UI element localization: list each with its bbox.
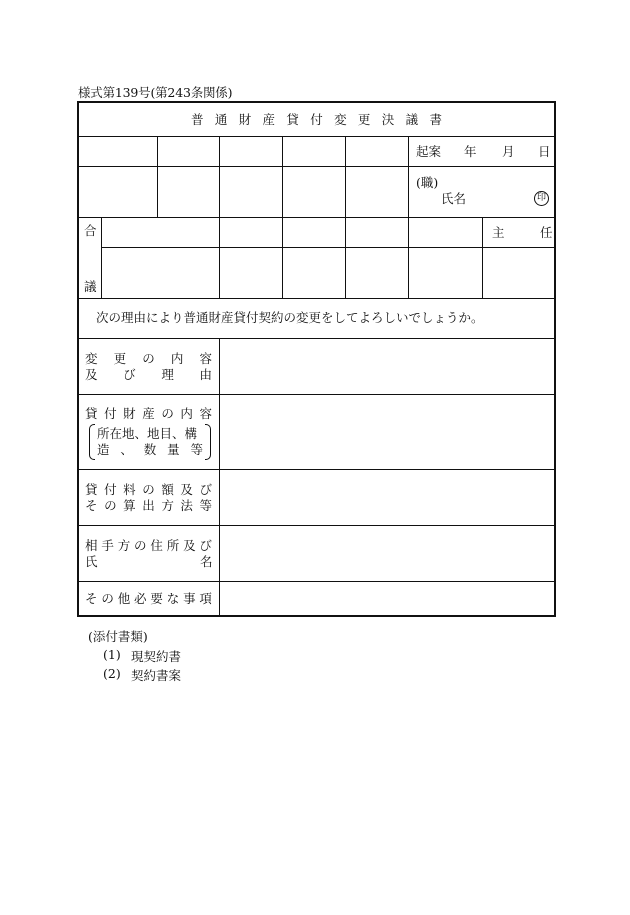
- label-char: 項: [199, 591, 212, 606]
- rule: [219, 338, 220, 617]
- rule: [482, 217, 483, 298]
- label-char: 要: [150, 591, 163, 606]
- label-char: 付: [104, 406, 117, 421]
- rule: [79, 136, 554, 137]
- label-char: 額: [161, 482, 174, 497]
- document-title: [191, 114, 442, 127]
- label-char: 方: [161, 498, 174, 513]
- title-char: 更: [357, 112, 371, 127]
- consultation-label-bottom: 議: [84, 279, 97, 294]
- label-char: 料: [123, 482, 136, 497]
- rule: [219, 136, 220, 298]
- property-label: [85, 408, 212, 421]
- label-char: 容: [199, 406, 212, 421]
- attachment-2-text: 契約書案: [131, 668, 182, 683]
- label-char: 由: [199, 367, 212, 382]
- label-char: 理: [161, 367, 174, 382]
- label-char: 及: [183, 538, 196, 553]
- name-label: 氏名: [441, 191, 467, 206]
- attachment-1-number: (1): [103, 647, 121, 662]
- counterparty-name-label-2: 名: [200, 554, 213, 569]
- fee-method-label: [85, 500, 212, 513]
- label-char: そ: [85, 498, 98, 513]
- label-char: 方: [117, 538, 131, 553]
- label-char: 事: [183, 591, 196, 606]
- attachment-2-number: (2): [103, 666, 121, 681]
- rule: [101, 247, 554, 248]
- label-char: 量: [167, 442, 180, 457]
- label-char: 等: [199, 498, 212, 513]
- label-char: の: [134, 538, 147, 553]
- attachment-1-text: 現契約書: [131, 649, 182, 664]
- label-char: び: [123, 367, 136, 382]
- rule: [101, 217, 102, 298]
- label-char: 算: [123, 498, 136, 513]
- rule: [282, 136, 283, 298]
- label-char: 造: [97, 442, 110, 457]
- title-char: 議: [405, 112, 419, 127]
- property-sub-label-1: 所在地、地目、構: [97, 426, 198, 441]
- form-table: [77, 101, 556, 617]
- label-char: び: [199, 482, 212, 497]
- month-label: 月: [502, 144, 515, 159]
- label-char: そ: [85, 591, 98, 606]
- label-char: 産: [142, 406, 155, 421]
- label-char: 手: [101, 538, 114, 553]
- counterparty-label: [85, 540, 212, 553]
- label-char: 数: [143, 442, 157, 457]
- label-char: 貸: [85, 482, 98, 497]
- rule: [408, 136, 409, 298]
- label-char: な: [166, 591, 180, 606]
- form-number: 様式第139号(第243条関係): [78, 85, 233, 100]
- rule: [79, 469, 554, 470]
- chief-label-second: 任: [540, 225, 553, 240]
- label-char: 付: [104, 482, 117, 497]
- rule: [79, 581, 554, 582]
- rule: [79, 394, 554, 395]
- label-char: 内: [180, 406, 193, 421]
- label-char: 相: [85, 538, 98, 553]
- consultation-label-top: 合: [84, 223, 97, 238]
- label-char: の: [142, 482, 155, 497]
- label-char: 貸: [85, 406, 98, 421]
- rule: [79, 525, 554, 526]
- label-char: 必: [134, 591, 147, 606]
- rule: [345, 136, 346, 298]
- label-char: 他: [117, 591, 131, 606]
- label-char: 変: [85, 351, 98, 366]
- change-reason-label: [85, 369, 212, 382]
- label-char: 等: [190, 442, 203, 457]
- label-char: 容: [199, 351, 212, 366]
- request-statement: 次の理由により普通財産貸付契約の変更をしてよろしいでしょうか。: [96, 310, 484, 325]
- change-content-label: [85, 353, 212, 366]
- title-char: 決: [381, 112, 395, 127]
- fee-label: [85, 484, 212, 497]
- label-char: 財: [123, 406, 136, 421]
- label-char: 所: [166, 538, 180, 553]
- seal-icon: 印: [534, 191, 549, 206]
- label-char: び: [199, 538, 212, 553]
- year-label: 年: [464, 144, 477, 159]
- label-char: 出: [142, 498, 155, 513]
- label-char: 更: [113, 351, 127, 366]
- rule: [79, 338, 554, 339]
- title-char: 産: [262, 112, 276, 127]
- chief-label-first: 主: [492, 225, 505, 240]
- title-char: 付: [310, 112, 323, 127]
- title-char: 書: [429, 112, 442, 127]
- rule: [157, 136, 158, 217]
- title-char: 通: [214, 112, 228, 127]
- title-char: 普: [191, 112, 204, 127]
- title-char: 貸: [286, 112, 299, 127]
- other-label: [85, 593, 212, 606]
- title-char: 変: [334, 112, 347, 127]
- title-char: 財: [238, 112, 252, 127]
- label-char: の: [101, 591, 114, 606]
- property-sub-label-2: [97, 444, 203, 457]
- day-label: 日: [538, 144, 551, 159]
- label-char: 、: [120, 442, 133, 457]
- bracket-right: [205, 424, 211, 460]
- rule: [79, 166, 554, 167]
- position-label: (職): [416, 175, 439, 190]
- label-char: の: [161, 406, 174, 421]
- label-char: 法: [180, 498, 193, 513]
- label-char: 住: [150, 538, 163, 553]
- label-char: 内: [170, 351, 184, 366]
- drafted-label: 起案: [416, 144, 442, 159]
- label-char: 及: [85, 367, 98, 382]
- rule: [79, 298, 554, 299]
- bracket-left: [89, 424, 95, 460]
- attachments-heading: (添付書類): [88, 629, 148, 644]
- counterparty-name-label-1: 氏: [85, 554, 98, 569]
- label-char: の: [104, 498, 117, 513]
- label-char: 及: [180, 482, 193, 497]
- label-char: の: [142, 351, 155, 366]
